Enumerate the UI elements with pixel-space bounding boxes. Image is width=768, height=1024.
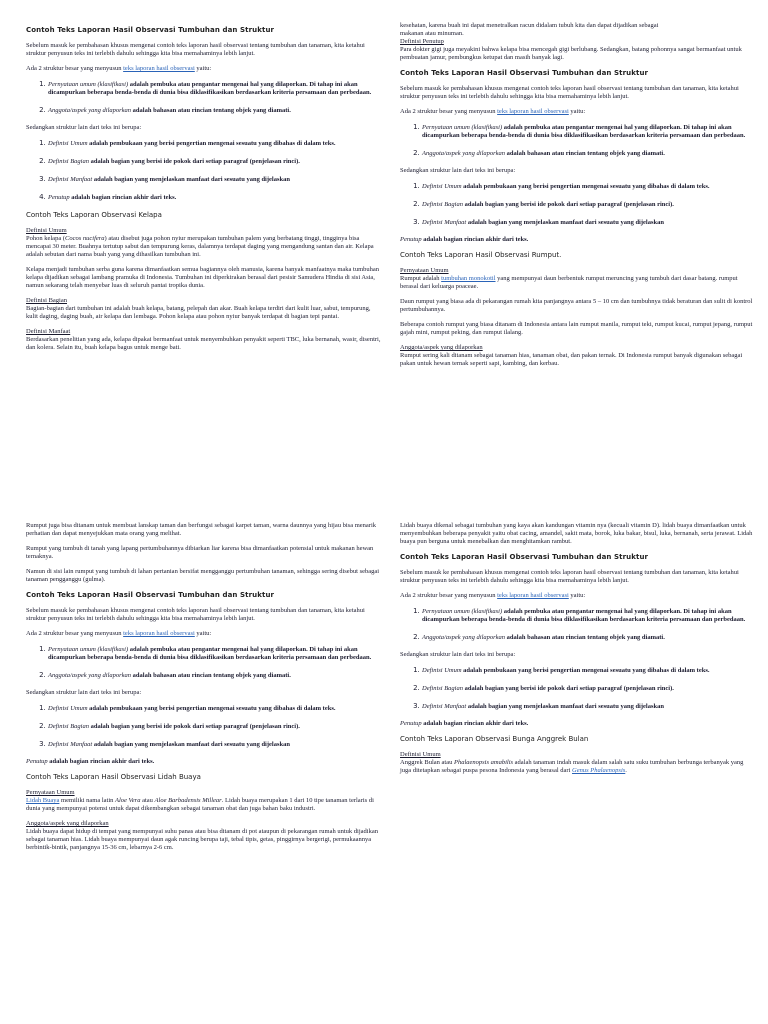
subheading: Definisi Umum	[400, 751, 441, 758]
section-title-kelapa: Contoh Teks Laporan Observasi Kelapa	[26, 211, 162, 219]
page-1	[20, 22, 388, 359]
penutup-paragraph: Para dokter gigi juga meyakini bahwa kelapa bisa mencegah gigi berlubang. Sedangkan, batang pohonnya sangat bermanfaat untuk pembuatan jamur, pembungkus ketupat dan masih banyak lagi.	[400, 46, 742, 61]
list-item: 1. Definisi Umum adalah pembukaan yang berisi pengertian mengenai sesuatu yang dibahas di dalam teks.	[48, 704, 382, 713]
list-item: 1. Pernyataan umum (klasifikasi) adalah pembuka atau pengantar mengenai hal yang dilaporkan. Di tahap ini akan dicampurkan beberapa benda-benda di dunia bisa diklasifikasikan berdasarkan kriteria persamaan dan perbedaan.	[422, 123, 756, 140]
list-item: 2. Definisi Bagian adalah bagian yang berisi ide pokok dari setiap paragraf (penjelasan rinci).	[422, 200, 756, 209]
list-item: 2. Anggota/aspek yang dilaporkan adalah bahasan atau rincian tentang objek yang diamati.	[422, 633, 756, 642]
kelapa-paragraph: Kelapa menjadi tumbuhan serba guna karena dimanfaatkan semua bagiannya oleh manusia, karena banyak manfaatnya maka tumbuhan kelapa dijadikan sebagai lambang pramuka di Indonesia. Tumbuhan ini diperkirakan berasal dari pesisir Samudera Hindia di sisi Asia, namun sekarang telah menyebar luas di seluruh pantai tropika dunia.	[26, 266, 380, 289]
rumput-paragraph: Beberapa contoh rumput yang biasa ditanam di Indonesia antara lain rumput manila, rumput teki, rumput kucai, rumput jepang, rumput gajah mini, rumput peking, dan rumput ilalang.	[400, 321, 753, 336]
list-item: 3. Definisi Manfaat adalah bagian yang menjelaskan manfaat dari sesuatu yang dijelaskan	[48, 740, 382, 749]
list-item: 1. Pernyataan umum (klasifikasi) adalah pembuka atau pengantar mengenai hal yang dilaporkan. Di tahap ini akan dicampurkan beberapa benda-benda di dunia bisa diklasifikasikan berdasarkan kriteria persamaan dan perbedaan.	[422, 607, 756, 624]
subheading: Definisi Penutup	[400, 38, 444, 45]
teks-laporan-link[interactable]: teks laporan hasil observasi	[497, 592, 569, 599]
subheading: Anggota/aspek yang dilaporkan	[400, 344, 483, 351]
rumput-paragraph: Rumput juga bisa ditanam untuk membuat lanskap taman dan berfungsi sebagai karpet taman, warna daunnya yang hijau bisa menarik perhatian dan dapat menyejukkan mata orang yang melihat.	[26, 522, 376, 537]
lidah-paragraph: Lidah buaya dikenal sebagai tumbuhan yang kaya akan kandungan vitamin nya (kecuali vitamin D). lidah buaya dimanfaatkan untuk menyembuhkan beberapa penyakit yaitu obat cacing, amandel, sakit mata, borok, luka bakar, bisul, luka, bernanah, serta jerawat. Lidah buaya pun berguna untuk menebalkan dan menghitamkan rambut.	[400, 522, 753, 545]
intro-paragraph: Sebelum masuk ke pembahasan khusus mengenai contoh teks laporan hasil observasi tentang tumbuhan dan tanaman, kita ketahui struktur penyusun teks ini terlebih dahulu sehingga kita bisa memahaminya lebih lanjut.	[400, 85, 739, 100]
list-item: 3. Definisi Manfaat adalah bagian yang menjelaskan manfaat dari sesuatu yang dijelaskan	[422, 702, 756, 711]
subheading: Anggota/aspek yang dilaporkan	[26, 820, 109, 827]
page-4	[394, 522, 762, 782]
page-2	[394, 22, 762, 375]
list-item: 2. Definisi Bagian adalah bagian yang berisi ide pokok dari setiap paragraf (penjelasan rinci).	[48, 722, 382, 731]
page-title: Contoh Teks Laporan Hasil Observasi Tumbuhan dan Struktur	[400, 69, 649, 77]
sedangkan-paragraph: Sedangkan struktur lain dari teks ini berupa:	[26, 689, 142, 696]
subheading: Pernyataan Umum	[26, 789, 75, 796]
struktur-lain-list	[400, 182, 756, 227]
rumput-umum-paragraph: Rumput adalah tumbuhan monokotil yang mempunyai daun berbentuk rumput meruncing yang tumbuh dari dasar batang. rumput berasal dari keluarga poaceae.	[400, 275, 738, 290]
penutup-line: Penutup adalah bagian rincian akhir dari teks.	[400, 720, 529, 727]
lidah-anggota-paragraph: Lidah buaya dapat hidup di tempat yang mempunyai suhu panas atau bisa ditanam di pot ataupun di pekarangan rumah untuk dijadikan sebagai tanaman hias. Lidah buaya mempunyai daun agak runcing berupa taji, tebal tipis, getas, pinggirnya bergerigi, permukaannya berbintik-bintik, panjangnya 15-36 cm, lebarnya 2-6 cm.	[26, 828, 378, 851]
rumput-paragraph: Daun rumput yang biasa ada di pekarangan rumah kita panjangnya antara 5 – 10 cm dan tumbuhnya tidak beraturan dan sulit di kontrol pertumbuhannya.	[400, 298, 753, 313]
teks-laporan-link[interactable]: teks laporan hasil observasi	[497, 108, 569, 115]
struktur-paragraph: Ada 2 struktur besar yang menyusun teks laporan hasil observasi yaitu:	[400, 592, 586, 599]
list-item: 1. Pernyataan umum (klasifikasi) adalah pembuka atau pengantar mengenai hal yang dilaporkan. Di tahap ini akan dicampurkan beberapa benda-benda di dunia bisa diklasifikasikan berdasarkan kriteria persamaan dan perbedaan.	[48, 645, 382, 662]
struktur-paragraph: Ada 2 struktur besar yang menyusun teks laporan hasil observasi yaitu:	[26, 65, 212, 72]
struktur-paragraph: Ada 2 struktur besar yang menyusun teks laporan hasil observasi yaitu:	[400, 108, 586, 115]
list-item: 1. Definisi Umum adalah pembukaan yang berisi pengertian mengenai sesuatu yang dibahas di dalam teks.	[48, 139, 382, 148]
list-item: 1. Pernyataan umum (klasifikasi) adalah pembuka atau pengantar mengenai hal yang dilaporkan. Di tahap ini akan dicampurkan beberapa benda-benda di dunia bisa diklasifikasikan berdasarkan kriteria persamaan dan perbedaan.	[48, 80, 382, 97]
sedangkan-paragraph: Sedangkan struktur lain dari teks ini berupa:	[26, 124, 142, 131]
section-title-lidah-buaya: Contoh Teks Laporan Hasil Observasi Lidah Buaya	[26, 773, 201, 781]
kelapa-umum-paragraph: Pohon kelapa (Cocos nucifera) atau disebut juga pohon nyiur merupakan tumbuhan palem yang berbatang tinggi, tingginya bisa mencapai 30 meter. Buahnya tertutup sabut dan tempurung keras, dalamnya terdapat daging yang mengandung santan dan air. Kelapa adalah sebutan dari nama buah yang yang dihasilkan tumbuhan ini.	[26, 235, 374, 258]
subheading: Definisi Manfaat	[26, 328, 71, 335]
list-item: 2. Anggota/aspek yang dilaporkan adalah bahasan atau rincian tentang objek yang diamati.	[48, 106, 382, 115]
sedangkan-paragraph: Sedangkan struktur lain dari teks ini berupa:	[400, 651, 516, 658]
teks-laporan-link[interactable]: teks laporan hasil observasi	[123, 65, 195, 72]
list-item: 1. Definisi Umum adalah pembukaan yang berisi pengertian mengenai sesuatu yang dibahas di dalam teks.	[422, 666, 756, 675]
lidah-umum-paragraph: Lidah Buaya memiliki nama latin Aloe Vera atau Aloe Barbadensis Millear. Lidah buaya merupakan 1 dari 10 tipe tanaman terlaris di dunia yang mempunyai potensi untuk dapat dikembangkan sebagai tanaman obat dan juga bahan baku industri.	[26, 797, 374, 812]
rumput-paragraph: Namun di sisi lain rumput yang tumbuh di lahan pertanian bersifat mengganggu pertumbuhan tanaman, sehingga sering disebut sebagai tanaman pengganggu (gulma).	[26, 568, 380, 583]
continued-text: kesehatan, karena buah ini dapat menetralkan racun didalam tubuh kita dan dapat dijadikan sebagai	[400, 22, 659, 29]
page-title: Contoh Teks Laporan Hasil Observasi Tumbuhan dan Struktur	[26, 591, 275, 599]
struktur-lain-list	[400, 666, 756, 711]
intro-paragraph: Sebelum masuk ke pembahasan khusus mengenai contoh teks laporan hasil observasi tentang tumbuhan dan tanaman, kita ketahui struktur penyusun teks ini terlebih dahulu sehingga kita bisa memahaminya lebih lanjut.	[26, 607, 365, 622]
list-item: 2. Definisi Bagian adalah bagian yang berisi ide pokok dari setiap paragraf (penjelasan rinci).	[48, 157, 382, 166]
section-title-anggrek: Contoh Teks Laporan Observasi Bunga Anggrek Bulan	[400, 735, 589, 743]
tumbuhan-monokotil-link[interactable]: tumbuhan monokotil	[441, 275, 496, 282]
list-item: 2. Anggota/aspek yang dilaporkan adalah bahasan atau rincian tentang objek yang diamati.	[422, 149, 756, 158]
lidah-buaya-link[interactable]: Lidah Buaya	[26, 797, 60, 804]
list-item: 1. Definisi Umum adalah pembukaan yang berisi pengertian mengenai sesuatu yang dibahas di dalam teks.	[422, 182, 756, 191]
page-title: Contoh Teks Laporan Hasil Observasi Tumbuhan dan Struktur	[26, 26, 275, 34]
anggrek-umum-paragraph: Anggrek Bulan atau Phalaenopsis amabilis adalah tanaman indah masuk dalam salah satu suku tumbuhan berbunga terbanyak yang juga ditetapkan sebagai puspa pesona Indonesia yang berasal dari Genus Phalaenopsis.	[400, 759, 744, 774]
subheading: Pernyataan Umum	[400, 267, 449, 274]
struktur-paragraph: Ada 2 struktur besar yang menyusun teks laporan hasil observasi yaitu:	[26, 630, 212, 637]
struktur-lain-list	[26, 139, 382, 202]
page-title: Contoh Teks Laporan Hasil Observasi Tumbuhan dan Struktur	[400, 553, 649, 561]
rumput-anggota-paragraph: Rumput sering kali ditanam sebagai tanaman hias, tanaman obat, dan pakan ternak. Di Indonesia rumput banyak digunakan sebagai pakan untuk hewan ternak seperti sapi, kambing, dan kerbau.	[400, 352, 743, 367]
rumput-paragraph: Rumput yang tumbuh di tanah yang lapang pertumbuhannya dibiarkan liar karena bisa dimanfaatkan potensial untuk makanan hewan ternaknya.	[26, 545, 374, 560]
intro-paragraph: Sebelum masuk ke pembahasan khusus mengenai contoh teks laporan hasil observasi tentang tumbuhan dan tanaman, kita ketahui struktur penyusun teks ini terlebih dahulu sehingga kita bisa memahaminya lebih lanjut.	[26, 42, 365, 57]
penutup-line: Penutup adalah bagian rincian akhir dari teks.	[400, 236, 529, 243]
list-item: 2. Definisi Bagian adalah bagian yang berisi ide pokok dari setiap paragraf (penjelasan rinci).	[422, 684, 756, 693]
continued-text: makanan atau minuman.	[400, 30, 464, 37]
page-3	[20, 522, 388, 859]
list-item: 2. Anggota/aspek yang dilaporkan adalah bahasan atau rincian tentang objek yang diamati.	[48, 671, 382, 680]
struktur-lain-list	[26, 704, 382, 749]
subheading: Definisi Bagian	[26, 297, 67, 304]
penutup-line: Penutup adalah bagian rincian akhir dari teks.	[26, 758, 155, 765]
list-item: 4. Penutup adalah bagian rincian akhir dari teks.	[48, 193, 382, 202]
sedangkan-paragraph: Sedangkan struktur lain dari teks ini berupa:	[400, 167, 516, 174]
genus-link[interactable]: Genus Phalaenopsis	[572, 767, 626, 774]
intro-paragraph: Sebelum masuk ke pembahasan khusus mengenai contoh teks laporan hasil observasi tentang tumbuhan dan tanaman, kita ketahui struktur penyusun teks ini terlebih dahulu sehingga kita bisa memahaminya lebih lanjut.	[400, 569, 739, 584]
teks-laporan-link[interactable]: teks laporan hasil observasi	[123, 630, 195, 637]
list-item: 3. Definisi Manfaat adalah bagian yang menjelaskan manfaat dari sesuatu yang dijelaskan	[422, 218, 756, 227]
kelapa-manfaat-paragraph: Berdasarkan penelitian yang ada, kelapa dipakai bermanfaat untuk menyembuhkan penyakit seperti TBC, luka bernanah, wasir, disentri, dan kolera. Selain itu, buah kelapa bagus untuk menge bati.	[26, 336, 381, 351]
struktur-list	[400, 607, 756, 642]
struktur-list	[400, 123, 756, 158]
list-item: 3. Definisi Manfaat adalah bagian yang menjelaskan manfaat dari sesuatu yang dijelaskan	[48, 175, 382, 184]
struktur-list	[26, 80, 382, 115]
struktur-list	[26, 645, 382, 680]
section-title-rumput: Contoh Teks Laporan Hasil Observasi Rumput.	[400, 251, 562, 259]
subheading: Definisi Umum	[26, 227, 67, 234]
kelapa-bagian-paragraph: Bagian-bagian dari tumbuhan ini adalah buah kelapa, batang, pelepah dan akar. Buah kelapa terdiri dari kulit luar, sabut, tempurung, kulit daging, daging buah, air kelapa dan lembaga. Pohon kelapa atau pohon nyiur banyak terdapat di bagian tepi pantai.	[26, 305, 371, 320]
